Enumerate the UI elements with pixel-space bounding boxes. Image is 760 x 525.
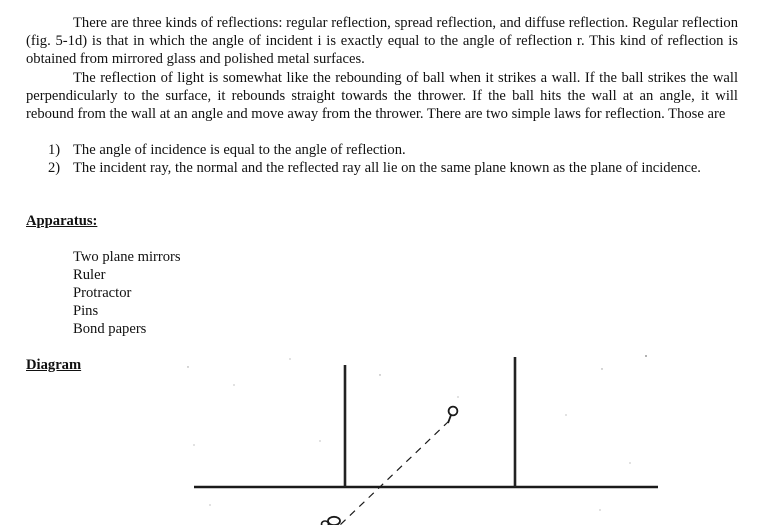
apparatus-list bbox=[73, 248, 181, 338]
dashed-ray bbox=[340, 421, 449, 525]
diagram-heading: Diagram bbox=[26, 357, 82, 373]
law-number: 2) bbox=[48, 160, 61, 176]
law-text: The angle of incidence is equal to the angle of reflection. bbox=[73, 142, 406, 158]
apparatus-item: Pins bbox=[73, 303, 99, 319]
reflection-diagram bbox=[170, 345, 670, 525]
apparatus-item: Protractor bbox=[73, 285, 132, 301]
intro-paragraph-1: There are three kinds of reflections: regular reflection, spread reflection, and diffuse reflection. Regular reflection (fig. 5-1d) is that in which the angle of incident i is exactly equal to the angle of reflection r. This kind of reflection is obtained from mirrored glass and polished metal surfaces. bbox=[26, 15, 738, 67]
pin-bottom bbox=[322, 517, 341, 525]
apparatus-item: Two plane mirrors bbox=[73, 249, 181, 265]
law-number: 1) bbox=[48, 142, 61, 158]
law-text: The incident ray, the normal and the reflected ray all lie on the same plane known as the plane of incidence. bbox=[73, 160, 701, 176]
apparatus-heading: Apparatus: bbox=[26, 213, 98, 229]
apparatus-item: Bond papers bbox=[73, 321, 147, 337]
law-item bbox=[26, 159, 726, 177]
apparatus-item: Ruler bbox=[73, 267, 106, 283]
intro-paragraph-2: The reflection of light is somewhat like the rebounding of ball when it strikes a wall. If the ball strikes the wall perpendicularly to the surface, it rebounds straight towards the thrower. If the ball hits the wall at an angle, it will rebound from the wall at an angle and move away from the thrower. There are two simple laws for reflection. Those are bbox=[26, 70, 738, 122]
pin-top bbox=[448, 407, 457, 423]
law-item bbox=[26, 141, 726, 159]
laws-of-reflection-list bbox=[26, 141, 726, 177]
